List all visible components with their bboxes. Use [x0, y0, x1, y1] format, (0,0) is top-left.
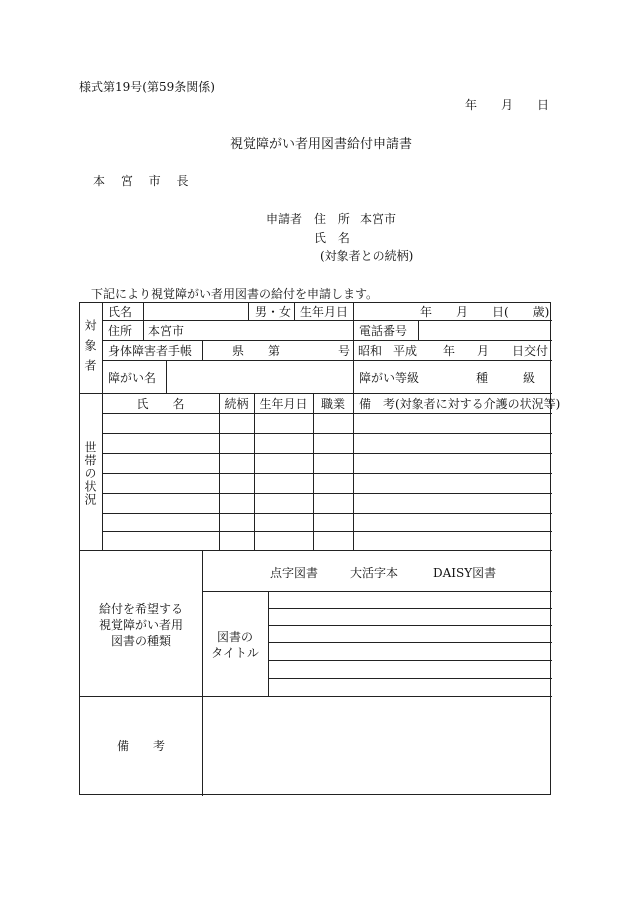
book-type-section-label: [80, 601, 202, 649]
subject-birthdate-label: 生年月日: [300, 305, 349, 319]
book-type-label-line-1: 給付を希望する: [98, 602, 183, 616]
book-type-label-line-2: 視覚障がい者用: [98, 618, 183, 632]
date-year-label: 年: [465, 98, 478, 112]
household-col-remarks: 備 考(対象者に対する介護の状況等): [359, 397, 561, 411]
issue-year: 年: [443, 344, 456, 358]
grade-type: 種: [476, 371, 489, 385]
subject-section-label: 対象者: [83, 319, 97, 379]
applicant-address-label: 住 所: [314, 212, 354, 226]
household-col-occupation: 職業: [320, 397, 345, 411]
subject-birthdate-format: 年 月 日( 歳): [420, 305, 550, 319]
application-table: [79, 302, 561, 795]
applicant-address-value: 本宮市: [360, 212, 397, 226]
intro-text: 下記により視覚障がい者用図書の給付を申請します。: [91, 287, 379, 301]
handbook-prefecture: 県: [232, 344, 245, 358]
date-day-label: 日: [537, 98, 550, 112]
subject-address-label: 住所: [108, 324, 133, 338]
book-type-braille: 点字図書: [270, 566, 319, 580]
subject-phone-label: 電話番号: [359, 324, 408, 338]
era-showa: 昭和: [358, 344, 383, 358]
disability-name-label: 障がい名: [108, 371, 157, 385]
remarks-label: 備 考: [116, 739, 165, 753]
book-type-label-line-3: 図書の種類: [110, 634, 171, 648]
disability-grade-label: 障がい等級: [359, 371, 420, 385]
subject-name-label: 氏名: [108, 305, 133, 319]
addressee: 本 宮 市 長: [93, 174, 195, 188]
book-title-label-line-1: 図書の: [216, 630, 253, 644]
form-number: 様式第19号(第59条関係): [79, 80, 215, 94]
subject-address-value: 本宮市: [148, 324, 185, 338]
household-col-birthdate: 生年月日: [259, 397, 308, 411]
subject-sex-options: 男・女: [255, 305, 292, 319]
book-title-label: [202, 629, 268, 661]
date-month-label: 月: [501, 98, 514, 112]
household-col-name: 氏 名: [136, 397, 185, 411]
issue-month: 月: [477, 344, 490, 358]
applicant-label: 申請者: [266, 212, 303, 226]
era-heisei: 平成: [393, 344, 418, 358]
document-title: 視覚障がい者用図書給付申請書: [230, 137, 413, 152]
handbook-go: 号: [338, 344, 351, 358]
household-section-label: 世帯の状況: [83, 441, 97, 506]
book-type-large-print: 大活字本: [350, 566, 399, 580]
household-col-relation: 続柄: [224, 397, 249, 411]
book-title-label-line-2: タイトル: [211, 646, 259, 660]
issue-day: 日交付: [512, 344, 549, 358]
grade-level: 級: [523, 371, 536, 385]
applicant-relation-note: (対象者との続柄): [320, 249, 414, 263]
handbook-dai: 第: [268, 344, 281, 358]
handbook-label: 身体障害者手帳: [108, 344, 193, 358]
applicant-name-label: 氏 名: [314, 231, 354, 245]
book-type-daisy: DAISY図書: [433, 566, 497, 580]
